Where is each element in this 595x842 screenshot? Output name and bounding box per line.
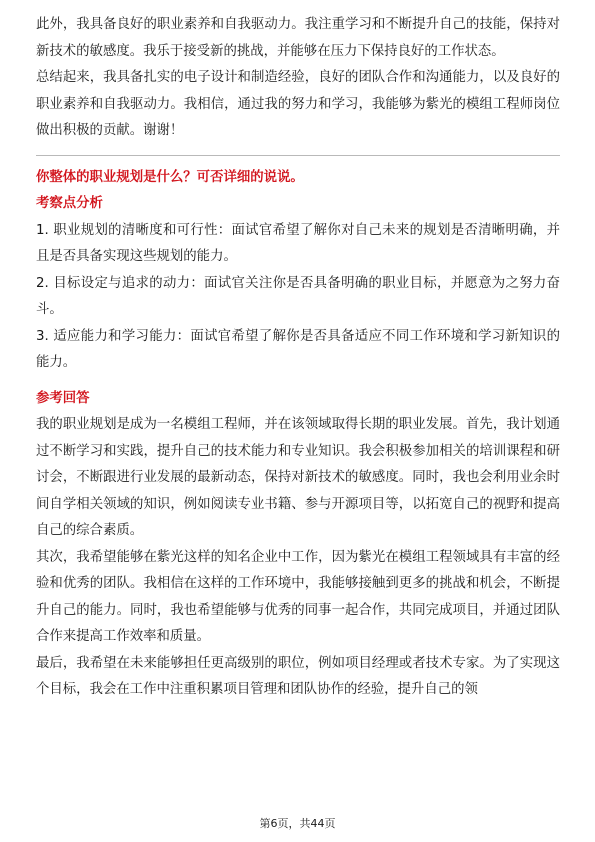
page-number-footer: 第6页，共44页 (259, 817, 336, 830)
analysis-heading: 考察点分析 (36, 196, 103, 211)
section-divider (36, 155, 560, 156)
answer-paragraph: 最后，我希望在未来能够担任更高级别的职位，例如项目经理或者技术专家。为了实现这个目标，我会在工作中注重积累项目管理和团队协作的经验，提升自己的领 (36, 655, 560, 697)
spacer (36, 377, 560, 386)
intro-paragraph: 此外，我具备良好的职业素养和自我驱动力。我注重学习和不断提升自己的技能，保持对新技术的敏感度。我乐于接受新的挑战，并能够在压力下保持良好的工作状态。 (36, 17, 560, 59)
answer-paragraph: 其次，我希望能够在紫光这样的知名企业中工作，因为紫光在模组工程领域具有丰富的经验和优秀的团队。我相信在这样的工作环境中，我能够接触到更多的挑战和机会，不断提升自己的能力。同时，我也希望能够与优秀的同事一起合作，共同完成项目，并通过团队合作来提高工作效率和质量。 (36, 549, 560, 644)
answer-heading: 参考回答 (36, 390, 90, 406)
intro-paragraph: 总结起来，我具备扎实的电子设计和制造经验，良好的团队合作和沟通能力，以及良好的职业素养和自我驱动力。我相信，通过我的努力和学习，我能够为紫光的模组工程师岗位做出积极的贡献。谢谢！ (36, 70, 560, 138)
analysis-point: 3. 适应能力和学习能力：面试官希望了解你是否具备适应不同工作环境和学习新知识的能力。 (36, 328, 560, 370)
document-page (36, 12, 560, 704)
analysis-point: 1. 职业规划的清晰度和可行性：面试官希望了解你对自己未来的规划是否清晰明确，并且是否具备实现这些规划的能力。 (36, 222, 560, 264)
answer-paragraph: 我的职业规划是成为一名模组工程师，并在该领域取得长期的职业发展。首先，我计划通过不断学习和实践，提升自己的技术能力和专业知识。我会积极参加相关的培训课程和研讨会，不断跟进行业发展的最新动态，保持对新技术的敏感度。同时，我也会利用业余时间自学相关领域的知识，例如阅读专业书籍、参与开源项目等，以拓宽自己的视野和提高自己的综合素质。 (36, 417, 560, 538)
question-title: 你整体的职业规划是什么？可否详细的说说。 (36, 169, 304, 185)
analysis-point: 2. 目标设定与追求的动力：面试官关注你是否具备明确的职业目标，并愿意为之努力奋斗。 (36, 275, 560, 317)
